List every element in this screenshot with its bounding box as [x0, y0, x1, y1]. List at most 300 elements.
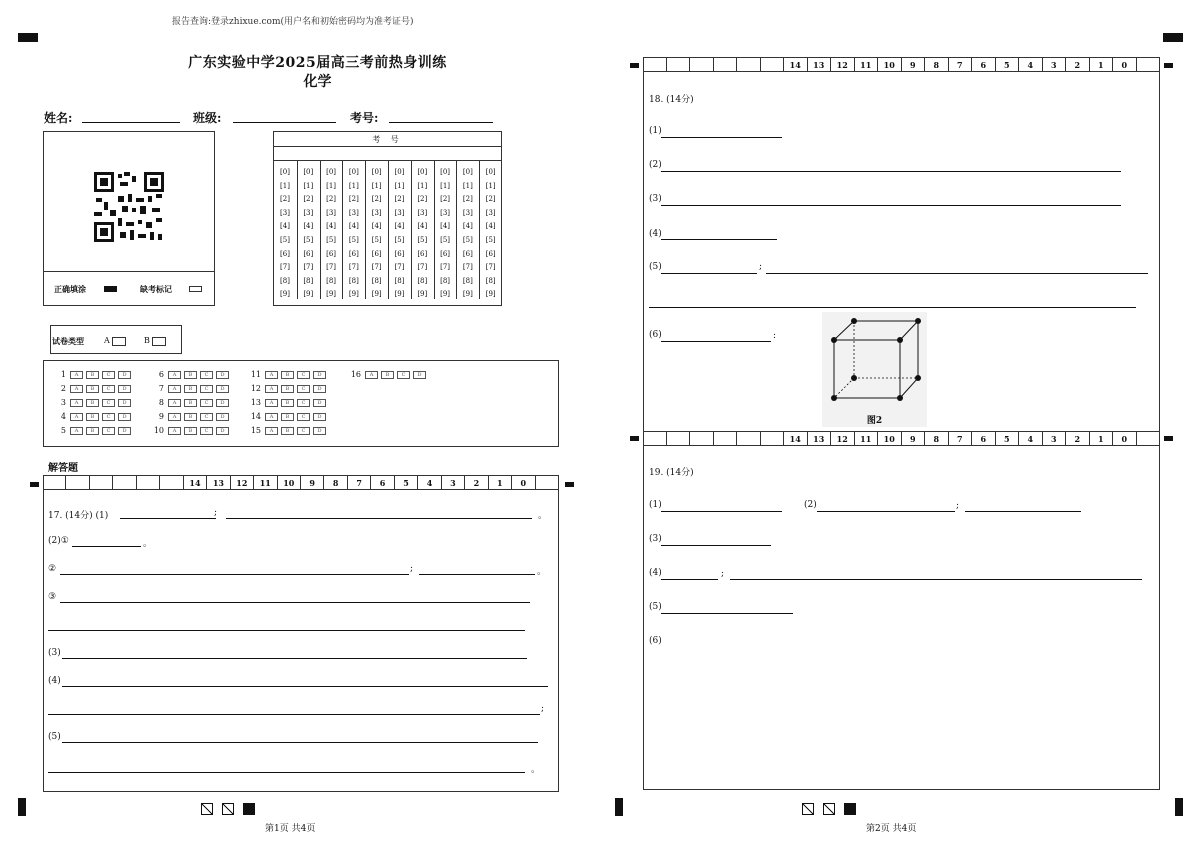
mcq-option-b-bubble[interactable]: B	[184, 399, 197, 407]
score-cell[interactable]: 8	[324, 476, 347, 489]
q18-3-blank[interactable]	[661, 204, 1121, 206]
mcq-option-b-bubble[interactable]: B	[184, 413, 197, 421]
exam-digit-bubble[interactable]: [0]	[462, 168, 473, 176]
exam-digit-bubble[interactable]: [0]	[394, 168, 405, 176]
mcq-option-c-bubble[interactable]: C	[102, 427, 115, 435]
mcq-option-d-bubble[interactable]: D	[118, 371, 131, 379]
exam-digit-bubble[interactable]: [9]	[394, 290, 405, 299]
correct-fill-sample	[104, 286, 117, 292]
q17-4-blank-b[interactable]	[48, 713, 540, 715]
exam-digit-bubble[interactable]: [1]	[394, 181, 405, 190]
mcq-option-b-bubble[interactable]: B	[281, 399, 294, 407]
exam-digit-bubble[interactable]: [3]	[394, 208, 405, 217]
mcq-option-a-bubble[interactable]: A	[365, 371, 378, 379]
q18-2-label: (2)	[649, 160, 662, 170]
exam-digit-bubble[interactable]: [4]	[462, 222, 473, 231]
exam-digit-bubble[interactable]: [7]	[394, 263, 405, 272]
absent-mark-checkbox[interactable]	[189, 286, 202, 292]
score-cell[interactable]: 4	[418, 476, 441, 489]
score-cell[interactable]: 11	[855, 58, 879, 71]
exam-digit-bubble[interactable]: [2]	[326, 195, 337, 204]
exam-digit-bubble[interactable]: [0]	[348, 168, 359, 176]
score-cell[interactable]: 8	[925, 432, 949, 445]
mcq-question-row	[150, 370, 232, 379]
mcq-option-a-bubble[interactable]: A	[265, 371, 278, 379]
exam-digit-bubble[interactable]: [4]	[303, 222, 314, 231]
exam-digit-bubble[interactable]: [7]	[326, 263, 337, 272]
mcq-question-row	[52, 370, 134, 379]
mcq-option-a-bubble[interactable]: A	[70, 385, 83, 393]
mcq-option-d-bubble[interactable]: D	[118, 385, 131, 393]
correct-fill-label: 正确填涂	[54, 284, 86, 294]
registration-mark-bl	[18, 798, 26, 816]
mcq-option-c-bubble[interactable]: C	[102, 399, 115, 407]
mcq-question-row	[52, 384, 134, 393]
q17-2-1-blank[interactable]	[72, 545, 141, 547]
mcq-question-number: 8	[158, 398, 164, 407]
score-cell-blank	[90, 476, 113, 489]
score-cell[interactable]: 11	[254, 476, 277, 489]
score-cell[interactable]: 9	[902, 432, 926, 445]
mcq-option-c-bubble[interactable]: C	[102, 371, 115, 379]
exam-digit-column[interactable]	[434, 160, 456, 299]
exam-digit-bubble[interactable]: [8]	[417, 276, 428, 285]
score-cell[interactable]: 0	[1113, 432, 1137, 445]
q18-5-label: (5)	[649, 262, 662, 272]
exam-digit-bubble[interactable]: [9]	[371, 290, 382, 299]
q17-answer-box	[43, 475, 559, 792]
q18-6-blank[interactable]	[661, 340, 771, 342]
exam-digit-bubble[interactable]: [3]	[303, 208, 314, 217]
exam-title: 广东实验中学2025届高三考前热身训练	[188, 55, 447, 71]
paper-type-b-checkbox[interactable]	[152, 337, 166, 346]
exam-digit-bubble[interactable]: [3]	[440, 208, 451, 217]
score-cell[interactable]: 1	[1090, 58, 1114, 71]
exam-digit-column[interactable]	[456, 160, 478, 299]
exam-digit-bubble[interactable]: [7]	[485, 263, 496, 272]
exam-digit-bubble[interactable]: [9]	[462, 290, 473, 299]
exam-digit-bubble[interactable]: [1]	[462, 181, 473, 190]
exam-digit-bubble[interactable]: [2]	[371, 195, 382, 204]
mcq-option-b-bubble[interactable]: B	[184, 371, 197, 379]
exam-digit-bubble[interactable]: [7]	[280, 263, 290, 272]
exam-digit-bubble[interactable]: [8]	[348, 276, 359, 285]
exam-digit-bubble[interactable]: [2]	[303, 195, 314, 204]
score-cell[interactable]: 14	[784, 432, 808, 445]
q17-5-label: (5)	[48, 732, 61, 742]
q17-5-blank-b[interactable]	[48, 771, 525, 773]
exam-digit-bubble[interactable]: [3]	[348, 208, 359, 217]
q17-5-blank-a[interactable]	[62, 741, 538, 743]
exam-digit-bubble[interactable]: [2]	[280, 195, 290, 204]
exam-digit-bubble[interactable]: [5]	[280, 235, 290, 244]
mcq-option-d-bubble[interactable]: D	[216, 371, 229, 379]
exam-digit-bubble[interactable]: [0]	[485, 168, 496, 176]
q18-5-blank-b[interactable]	[766, 272, 1148, 274]
exam-digit-bubble[interactable]: [0]	[280, 168, 290, 176]
mcq-option-d-bubble[interactable]: D	[216, 399, 229, 407]
score-cell[interactable]: 6	[371, 476, 394, 489]
exam-digit-bubble[interactable]: [4]	[440, 222, 451, 231]
exam-digit-bubble[interactable]: [6]	[440, 249, 451, 258]
exam-digit-bubble[interactable]: [9]	[417, 290, 428, 299]
mcq-option-c-bubble[interactable]: C	[102, 385, 115, 393]
exam-digit-bubble[interactable]: [2]	[485, 195, 496, 204]
mcq-option-a-bubble[interactable]: A	[265, 385, 278, 393]
q17-1-blank-b[interactable]	[226, 517, 532, 519]
exam-digit-bubble[interactable]: [9]	[348, 290, 359, 299]
exam-digit-bubble[interactable]: [1]	[303, 181, 314, 190]
exam-digit-bubble[interactable]: [8]	[462, 276, 473, 285]
exam-digit-bubble[interactable]: [8]	[326, 276, 337, 285]
exam-digit-bubble[interactable]: [5]	[462, 235, 473, 244]
exam-digit-bubble[interactable]: [7]	[348, 263, 359, 272]
registration-mark-right-mid2	[1164, 436, 1173, 441]
mcq-option-c-bubble[interactable]: C	[397, 371, 410, 379]
exam-digit-bubble[interactable]: [1]	[417, 181, 428, 190]
exam-digit-bubble[interactable]: [5]	[326, 235, 337, 244]
exam-digit-bubble[interactable]: [7]	[303, 263, 314, 272]
exam-number-title: 考 号	[372, 135, 403, 144]
exam-digit-bubble[interactable]: [1]	[326, 181, 337, 190]
mcq-option-d-bubble[interactable]: D	[118, 413, 131, 421]
exam-digit-bubble[interactable]: [8]	[394, 276, 405, 285]
exam-digit-bubble[interactable]: [3]	[280, 208, 290, 217]
exam-digit-bubble[interactable]: [0]	[326, 168, 337, 176]
q18-4-blank[interactable]	[661, 238, 777, 240]
exam-no-field[interactable]	[389, 121, 493, 123]
exam-digit-bubble[interactable]: [7]	[417, 263, 428, 272]
q18-head: 18. (14分)	[649, 95, 694, 105]
score-cell[interactable]: 4	[1019, 432, 1043, 445]
q17-2-2-blank-a[interactable]	[60, 573, 409, 575]
class-field[interactable]	[233, 121, 336, 123]
mcq-option-b-bubble[interactable]: B	[281, 385, 294, 393]
exam-digit-bubble[interactable]: [6]	[326, 249, 337, 258]
score-cell[interactable]: 11	[855, 432, 879, 445]
mcq-option-a-bubble[interactable]: A	[168, 371, 181, 379]
mcq-option-d-bubble[interactable]: D	[216, 427, 229, 435]
q18-1-label: (1)	[649, 126, 662, 136]
mcq-option-b-bubble[interactable]: B	[86, 427, 99, 435]
exam-digit-bubble[interactable]: [6]	[485, 249, 496, 258]
page-marker-2	[222, 803, 234, 815]
mcq-option-a-bubble[interactable]: A	[168, 427, 181, 435]
exam-digit-bubble[interactable]: [3]	[371, 208, 382, 217]
exam-digit-bubble[interactable]: [4]	[280, 222, 290, 231]
exam-digit-bubble[interactable]: [6]	[371, 249, 382, 258]
mcq-option-d-bubble[interactable]: D	[313, 413, 326, 421]
mcq-option-a-bubble[interactable]: A	[70, 371, 83, 379]
mcq-option-a-bubble[interactable]: A	[265, 427, 278, 435]
score-cell[interactable]: 13	[808, 432, 832, 445]
exam-digit-bubble[interactable]: [2]	[462, 195, 473, 204]
mcq-option-a-bubble[interactable]: A	[70, 413, 83, 421]
score-cell[interactable]: 1	[489, 476, 512, 489]
score-cell[interactable]: 10	[878, 432, 902, 445]
exam-digit-bubble[interactable]: [5]	[485, 235, 496, 244]
q19-2-blank-b[interactable]	[965, 510, 1081, 512]
score-cell[interactable]: 4	[1019, 58, 1043, 71]
exam-digit-bubble[interactable]: [0]	[417, 168, 428, 176]
exam-digit-bubble[interactable]: [5]	[440, 235, 451, 244]
exam-digit-bubble[interactable]: [6]	[462, 249, 473, 258]
exam-digit-column[interactable]	[411, 160, 433, 299]
exam-digit-bubble[interactable]: [4]	[348, 222, 359, 231]
exam-digit-bubble[interactable]: [6]	[303, 249, 314, 258]
exam-digit-bubble[interactable]: [9]	[440, 290, 451, 299]
q17-2-2-blank-b[interactable]	[419, 573, 535, 575]
mcq-option-b-bubble[interactable]: B	[281, 371, 294, 379]
q19-2-label: (2)	[804, 500, 817, 510]
exam-digit-column[interactable]	[342, 160, 364, 299]
mcq-option-c-bubble[interactable]: C	[297, 399, 310, 407]
exam-digit-bubble[interactable]: [3]	[485, 208, 496, 217]
score-cell[interactable]: 2	[1066, 432, 1090, 445]
paper-type-label: 试卷类型	[52, 336, 84, 346]
score-cell[interactable]: 3	[442, 476, 465, 489]
exam-digit-bubble[interactable]: [0]	[371, 168, 382, 176]
mcq-option-a-bubble[interactable]: A	[265, 413, 278, 421]
score-cell[interactable]: 6	[972, 58, 996, 71]
exam-digit-bubble[interactable]: [5]	[394, 235, 405, 244]
exam-digit-bubble[interactable]: [6]	[417, 249, 428, 258]
mcq-option-b-bubble[interactable]: B	[86, 371, 99, 379]
exam-digit-bubble[interactable]: [1]	[485, 181, 496, 190]
score-cell[interactable]: 2	[465, 476, 488, 489]
score-cell[interactable]: 2	[1066, 58, 1090, 71]
mcq-option-b-bubble[interactable]: B	[281, 427, 294, 435]
exam-digit-bubble[interactable]: [3]	[417, 208, 428, 217]
exam-digit-bubble[interactable]: [3]	[326, 208, 337, 217]
score-cell[interactable]: 14	[184, 476, 207, 489]
mcq-option-c-bubble[interactable]: C	[200, 371, 213, 379]
score-cell-blank	[667, 58, 691, 71]
mcq-option-b-bubble[interactable]: B	[184, 385, 197, 393]
score-cell[interactable]: 0	[512, 476, 535, 489]
mcq-question-row	[247, 370, 329, 379]
score-cell[interactable]: 5	[996, 58, 1020, 71]
score-cell[interactable]: 12	[831, 58, 855, 71]
q17-3-blank[interactable]	[62, 657, 527, 659]
exam-digit-bubble[interactable]: [1]	[371, 181, 382, 190]
exam-digit-bubble[interactable]: [2]	[417, 195, 428, 204]
mcq-option-d-bubble[interactable]: D	[313, 371, 326, 379]
exam-digit-bubble[interactable]: [6]	[394, 249, 405, 258]
score-cell[interactable]: 13	[808, 58, 832, 71]
exam-digit-bubble[interactable]: [3]	[462, 208, 473, 217]
mcq-option-a-bubble[interactable]: A	[168, 399, 181, 407]
mcq-option-c-bubble[interactable]: C	[200, 413, 213, 421]
q19-1-blank[interactable]	[661, 510, 782, 512]
exam-digit-bubble[interactable]: [0]	[303, 168, 314, 176]
score-cell[interactable]: 5	[395, 476, 418, 489]
mcq-option-b-bubble[interactable]: B	[281, 413, 294, 421]
score-strip-q17	[43, 475, 559, 490]
exam-digit-bubble[interactable]: [9]	[280, 290, 290, 299]
score-cell[interactable]: 14	[784, 58, 808, 71]
exam-digit-bubble[interactable]: [9]	[326, 290, 337, 299]
score-cell[interactable]: 7	[348, 476, 371, 489]
score-cell[interactable]: 12	[831, 432, 855, 445]
mcq-option-c-bubble[interactable]: C	[200, 427, 213, 435]
mcq-option-d-bubble[interactable]: D	[216, 413, 229, 421]
score-cell[interactable]: 10	[878, 58, 902, 71]
q18-5-blank-a[interactable]	[661, 272, 757, 274]
score-cell[interactable]: 6	[972, 432, 996, 445]
exam-digit-bubble[interactable]: [5]	[417, 235, 428, 244]
mcq-option-a-bubble[interactable]: A	[168, 413, 181, 421]
q18-6-sep: :	[773, 331, 777, 341]
q19-4-blank-b[interactable]	[730, 578, 1142, 580]
exam-digit-column[interactable]	[320, 160, 342, 299]
exam-digit-bubble[interactable]: [1]	[440, 181, 451, 190]
q19-5-blank[interactable]	[661, 612, 793, 614]
mcq-option-b-bubble[interactable]: B	[184, 427, 197, 435]
exam-digit-column[interactable]	[479, 160, 501, 299]
q18-1-blank[interactable]	[661, 136, 782, 138]
exam-digit-bubble[interactable]: [7]	[371, 263, 382, 272]
q17-1-blank-a[interactable]	[120, 517, 216, 519]
q19-2-blank-a[interactable]	[817, 510, 955, 512]
q17-2-1-label: (2)①	[48, 536, 69, 546]
score-cell[interactable]: 13	[207, 476, 230, 489]
score-cell[interactable]: 0	[1113, 58, 1137, 71]
score-cell[interactable]: 1	[1090, 432, 1114, 445]
mcq-option-d-bubble[interactable]: D	[118, 427, 131, 435]
exam-digit-bubble[interactable]: [4]	[417, 222, 428, 231]
mcq-option-b-bubble[interactable]: B	[86, 413, 99, 421]
q19-head: 19. (14分)	[649, 468, 694, 478]
mcq-option-d-bubble[interactable]: D	[313, 427, 326, 435]
exam-digit-bubble[interactable]: [8]	[371, 276, 382, 285]
mcq-option-c-bubble[interactable]: C	[102, 413, 115, 421]
score-cell-blank	[643, 58, 667, 71]
exam-digit-bubble[interactable]: [7]	[440, 263, 451, 272]
exam-digit-bubble[interactable]: [8]	[485, 276, 496, 285]
q17-2-3-blank-b[interactable]	[48, 629, 525, 631]
mcq-option-d-bubble[interactable]: D	[313, 385, 326, 393]
exam-digit-bubble[interactable]: [7]	[462, 263, 473, 272]
exam-digit-bubble[interactable]: [2]	[440, 195, 451, 204]
exam-digit-bubble[interactable]: [4]	[485, 222, 496, 231]
exam-digit-bubble[interactable]: [8]	[303, 276, 314, 285]
mcq-option-a-bubble[interactable]: A	[168, 385, 181, 393]
score-cell[interactable]: 9	[301, 476, 324, 489]
exam-digit-bubble[interactable]: [4]	[394, 222, 405, 231]
score-cell-blank	[690, 58, 714, 71]
score-cell-blank	[761, 58, 785, 71]
exam-digit-bubble[interactable]: [9]	[485, 290, 496, 299]
exam-digit-bubble[interactable]: [5]	[348, 235, 359, 244]
registration-mark-right-top	[630, 63, 639, 68]
q17-4-label: (4)	[48, 676, 61, 686]
score-cell[interactable]: 8	[925, 58, 949, 71]
q19-4-blank-a[interactable]	[661, 578, 718, 580]
exam-digit-bubble[interactable]: [6]	[280, 249, 290, 258]
mcq-option-b-bubble[interactable]: B	[86, 399, 99, 407]
figure-caption: 图2	[866, 416, 883, 426]
mcq-question-row	[150, 398, 232, 407]
mcq-option-a-bubble[interactable]: A	[70, 399, 83, 407]
exam-digit-bubble[interactable]: [6]	[348, 249, 359, 258]
exam-digit-bubble[interactable]: [2]	[394, 195, 405, 204]
mcq-option-d-bubble[interactable]: D	[413, 371, 426, 379]
page-marker-6	[844, 803, 856, 815]
cube-figure	[822, 312, 927, 427]
mcq-option-a-bubble[interactable]: A	[70, 427, 83, 435]
mcq-question-number: 1	[60, 370, 66, 379]
exam-digit-bubble[interactable]: [1]	[348, 181, 359, 190]
mcq-option-b-bubble[interactable]: B	[86, 385, 99, 393]
mcq-option-d-bubble[interactable]: D	[118, 399, 131, 407]
exam-digit-column[interactable]	[274, 160, 296, 299]
mcq-option-b-bubble[interactable]: B	[381, 371, 394, 379]
name-field[interactable]	[82, 121, 180, 123]
mcq-option-c-bubble[interactable]: C	[200, 399, 213, 407]
mcq-option-c-bubble[interactable]: C	[200, 385, 213, 393]
mcq-option-a-bubble[interactable]: A	[265, 399, 278, 407]
score-cell[interactable]: 7	[949, 432, 973, 445]
mcq-question-number: 6	[158, 370, 164, 379]
mcq-option-c-bubble[interactable]: C	[297, 371, 310, 379]
score-cell[interactable]: 7	[949, 58, 973, 71]
q19-3-blank[interactable]	[661, 544, 771, 546]
q18-5-blank-c[interactable]	[649, 306, 1136, 308]
mcq-option-d-bubble[interactable]: D	[313, 399, 326, 407]
q17-end1: 。	[538, 511, 548, 521]
exam-digit-bubble[interactable]: [8]	[280, 276, 290, 285]
score-cell[interactable]: 5	[996, 432, 1020, 445]
exam-digit-bubble[interactable]: [4]	[371, 222, 382, 231]
page-marker-1	[201, 803, 213, 815]
exam-digit-bubble[interactable]: [0]	[440, 168, 451, 176]
exam-digit-bubble[interactable]: [4]	[326, 222, 337, 231]
score-cell-blank	[690, 432, 714, 445]
exam-digit-column[interactable]	[365, 160, 387, 299]
exam-digit-bubble[interactable]: [5]	[303, 235, 314, 244]
exam-digit-bubble[interactable]: [1]	[280, 181, 290, 190]
mcq-question-row	[247, 398, 329, 407]
class-label: 班级:	[193, 111, 222, 125]
score-cell[interactable]: 3	[1043, 432, 1067, 445]
registration-mark-tl	[18, 33, 38, 42]
q17-4-blank-a[interactable]	[62, 685, 548, 687]
mcq-option-c-bubble[interactable]: C	[297, 413, 310, 421]
score-cell[interactable]: 3	[1043, 58, 1067, 71]
score-cell-blank	[66, 476, 89, 489]
score-cell[interactable]: 10	[278, 476, 301, 489]
exam-digit-bubble[interactable]: [9]	[303, 290, 314, 299]
q17-2-3-blank-a[interactable]	[60, 601, 530, 603]
exam-number-grid	[273, 131, 502, 306]
exam-digit-bubble[interactable]: [8]	[440, 276, 451, 285]
exam-digit-bubble[interactable]: [2]	[348, 195, 359, 204]
paper-type-a-checkbox[interactable]	[112, 337, 126, 346]
mcq-option-c-bubble[interactable]: C	[297, 427, 310, 435]
exam-digit-column[interactable]	[297, 160, 319, 299]
q17-2-2-label: ②	[48, 564, 57, 574]
score-cell[interactable]: 9	[902, 58, 926, 71]
mcq-option-c-bubble[interactable]: C	[297, 385, 310, 393]
exam-digit-column[interactable]	[388, 160, 410, 299]
qr-code-icon	[94, 172, 164, 246]
exam-digit-bubble[interactable]: [5]	[371, 235, 382, 244]
q18-2-blank[interactable]	[661, 170, 1121, 172]
mcq-option-d-bubble[interactable]: D	[216, 385, 229, 393]
score-cell[interactable]: 12	[231, 476, 254, 489]
q19-4-label: (4)	[649, 568, 662, 578]
